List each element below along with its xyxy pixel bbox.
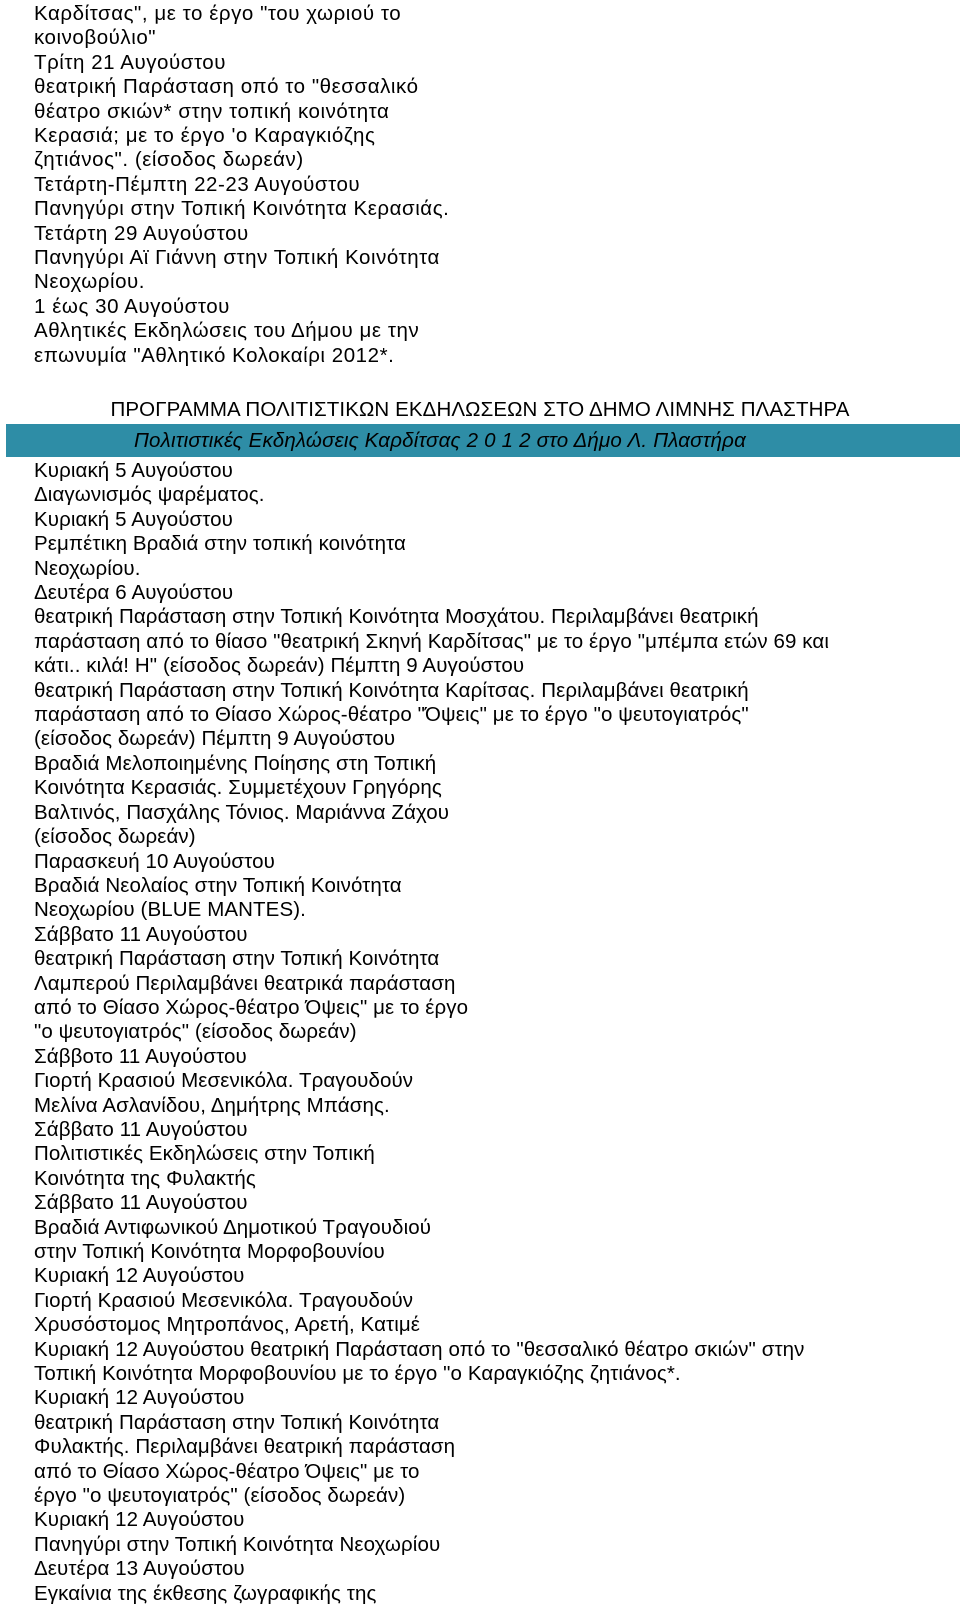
text-line: Παρασκευή 10 Αυγούστου bbox=[34, 849, 275, 873]
text-line: ζητιάνος". (είσοδος δωρεάν) bbox=[34, 148, 304, 172]
text-line: θεατρική Παράσταση στην Τοπική Κοινότητα bbox=[34, 947, 440, 971]
text-line: από το Θίασο Χώρος-θέατρο Όψεις" με το έργο bbox=[34, 995, 469, 1019]
text-line: θέατρο σκιών* στην τοπική κοινότητα bbox=[34, 99, 390, 123]
text-line: στην Τοπική Κοινότητα Μορφοβουνίου bbox=[34, 1240, 385, 1263]
text-line: Πανηγύρι στην Τοπική Κοινότητα Κερασιάς. bbox=[34, 197, 450, 221]
text-line: Κοινότητα της Φυλακτής bbox=[34, 1166, 256, 1190]
text-line: κάτι.. κιλά! Η" (είσοδος δωρεάν) Πέμπτη 9 Αυγούστου bbox=[34, 654, 525, 678]
text-line: Γιορτή Κρασιού Μεσενικόλα. Τραγουδούν bbox=[34, 1288, 414, 1312]
text-line: Ρεμπέτικη Βραδιά στην τοπική κοινότητα bbox=[34, 532, 406, 556]
text-line: (είσοδος δωρεάν) Πέμπτη 9 Αυγούστου bbox=[34, 727, 396, 751]
text-line: Κοινότητα Κερασιάς. Συμμετέχουν Γρηγόρης bbox=[34, 776, 442, 800]
text-line: παράσταση από το Θίασο Χώρος-θέατρο "Όψεις" με το έργο "ο ψευτογιατρός" bbox=[34, 703, 749, 727]
text-line: κοινοβούλιο" bbox=[34, 26, 157, 50]
text-line: Εγκαίνια της έκθεσης ζωγραφικής της bbox=[34, 1581, 377, 1605]
text-line: Σάββοτο 11 Αυγούστου bbox=[34, 1044, 247, 1068]
text-line: Πανηγύρι στην Τοπική Κοινότητα Νεοχωρίου bbox=[34, 1532, 441, 1556]
text-line: Σάββατο 11 Αυγούστου bbox=[34, 922, 248, 946]
text-line: 1 έως 30 Αυγούστου bbox=[34, 294, 230, 318]
text-line: Τοπική Κοινότητα Μορφοβουνίου με το έργο "ο Καραγκιόζης ζητιάνος*. bbox=[34, 1362, 681, 1386]
program-heading: ΠΡΟΓΡΑΜΜΑ ΠΟΛΙΤΙΣΤΙΚΩΝ ΕΚΔΗΛΩΣΕΩΝ ΣΤΟ ΔΗΜΟ ΛΙΜΝΗΣ ΠΛΑΣΤΗΡΑ bbox=[110, 398, 850, 421]
text-line: Τετάρτη-Πέμπτη 22-23 Αυγούστου bbox=[34, 172, 361, 196]
text-line: Βαλτινός, Πασχάλης Τόνιος. Μαριάννα Ζάχου bbox=[34, 800, 450, 824]
text-line: Κυριακή 12 Αυγούστου bbox=[34, 1386, 245, 1410]
text-line: Πανηγύρι Αϊ Γιάννη στην Τοπική Κοινότητα bbox=[34, 246, 440, 270]
text-line: Κυριακή 12 Αυγούστου bbox=[34, 1508, 245, 1532]
text-line: Διαγωνισμός ψαρέματος. bbox=[34, 483, 265, 507]
text-line: "ο ψευτογιατρός" (είσοδος δωρεάν) bbox=[34, 1020, 357, 1044]
text-line: θεατρική Παράσταση στην Τοπική Κοινότητα Καρίτσας. Περιλαμβάνει θεατρική bbox=[34, 678, 749, 702]
text-line: Κυριακή 12 Αυγούστου bbox=[34, 1264, 245, 1288]
text-line: Καρδίτσας", με το έργο "του χωριού το bbox=[34, 2, 402, 25]
text-line: Δευτέρα 6 Αυγούστου bbox=[34, 581, 234, 605]
text-line: (είσοδος δωρεάν) bbox=[34, 825, 196, 849]
text-line: Βραδιά Νεολαίος στην Τοπική Κοινότητα bbox=[34, 873, 402, 897]
text-line: Κυριακή 5 Αυγούστου bbox=[34, 507, 233, 531]
text-line: Πολιτιστικές Εκδηλώσεις στην Τοπική bbox=[34, 1142, 375, 1166]
text-line: Φυλακτής. Περιλαμβάνει θεατρική παράσταση bbox=[34, 1435, 456, 1459]
previous-page-events bbox=[34, 2, 952, 368]
text-line: Νεοχωρίου. bbox=[34, 270, 146, 294]
event-list bbox=[34, 459, 952, 1606]
text-line: παράσταση από το θίασο "θεατρική Σκηνή Καρδίτσας" με το έργο "μπέμπα ετών 69 και bbox=[34, 629, 829, 653]
text-line: Τρίτη 21 Αυγούστου bbox=[34, 50, 227, 74]
text-line: Νεοχωρίου. bbox=[34, 556, 141, 580]
text-line: έργο "ο ψευτογιατρός" (είσοδος δωρεάν) bbox=[34, 1484, 406, 1508]
text-line: Κυριακή 12 Αυγούστου θεατρική Παράσταση οπό το "θεσσαλικό θέατρο σκιών" στην bbox=[34, 1337, 805, 1361]
text-line: θεατρική Παράσταση οπό το "θεσσαλικό bbox=[34, 75, 419, 99]
text-line: Λαμπερού Περιλαμβάνει θεατρικά παράσταση bbox=[34, 971, 456, 995]
text-line: θεατρική Παράσταση στην Τοπική Κοινότητα Μοσχάτου. Περιλαμβάνει θεατρική bbox=[34, 605, 759, 629]
banner-title: Πολιτιστικές Εκδηλώσεις Καρδίτσας 2 0 1 2 στο Δήμο Λ. Πλαστήρα bbox=[134, 429, 746, 452]
text-line: Χρυσόστομος Μητροπάνος, Αρετή, Κατιμέ bbox=[34, 1313, 421, 1337]
text-line: επωνυμία "Αθλητικό Κολοκαίρι 2012*. bbox=[34, 343, 395, 367]
section-banner bbox=[6, 424, 960, 457]
text-line: Τετάρτη 29 Αυγούστου bbox=[34, 221, 249, 245]
text-line: Κυριακή 5 Αυγούστου bbox=[34, 459, 233, 482]
text-line: Μελίνα Ασλανίδου, Δημήτρης Μπάσης. bbox=[34, 1093, 390, 1117]
text-line: θεατρική Παράσταση στην Τοπική Κοινότητα bbox=[34, 1410, 440, 1434]
text-line: από το Θίασο Χώρος-θέατρο Όψεις" με το bbox=[34, 1459, 420, 1483]
text-line: Βραδιά Μελοποιημένης Ποίησης στη Τοπική bbox=[34, 751, 437, 775]
text-line: Σάββατο 11 Αυγούστου bbox=[34, 1117, 248, 1141]
text-line: Βραδιά Αντιφωνικού Δημοτικού Τραγουδιού bbox=[34, 1215, 432, 1239]
text-line: Σάββατο 11 Αυγούστου bbox=[34, 1191, 248, 1215]
text-line: Δευτέρα 13 Αυγούστου bbox=[34, 1557, 245, 1581]
text-line: Αθλητικές Εκδηλώσεις του Δήμου με την bbox=[34, 319, 420, 343]
text-line: Γιορτή Κρασιού Μεσενικόλα. Τραγουδούν bbox=[34, 1069, 414, 1093]
text-line: Κερασιά; με το έργο 'ο Καραγκιόζης bbox=[34, 124, 376, 148]
text-line: Νεοχωρίου (BLUE MANTES). bbox=[34, 898, 306, 922]
